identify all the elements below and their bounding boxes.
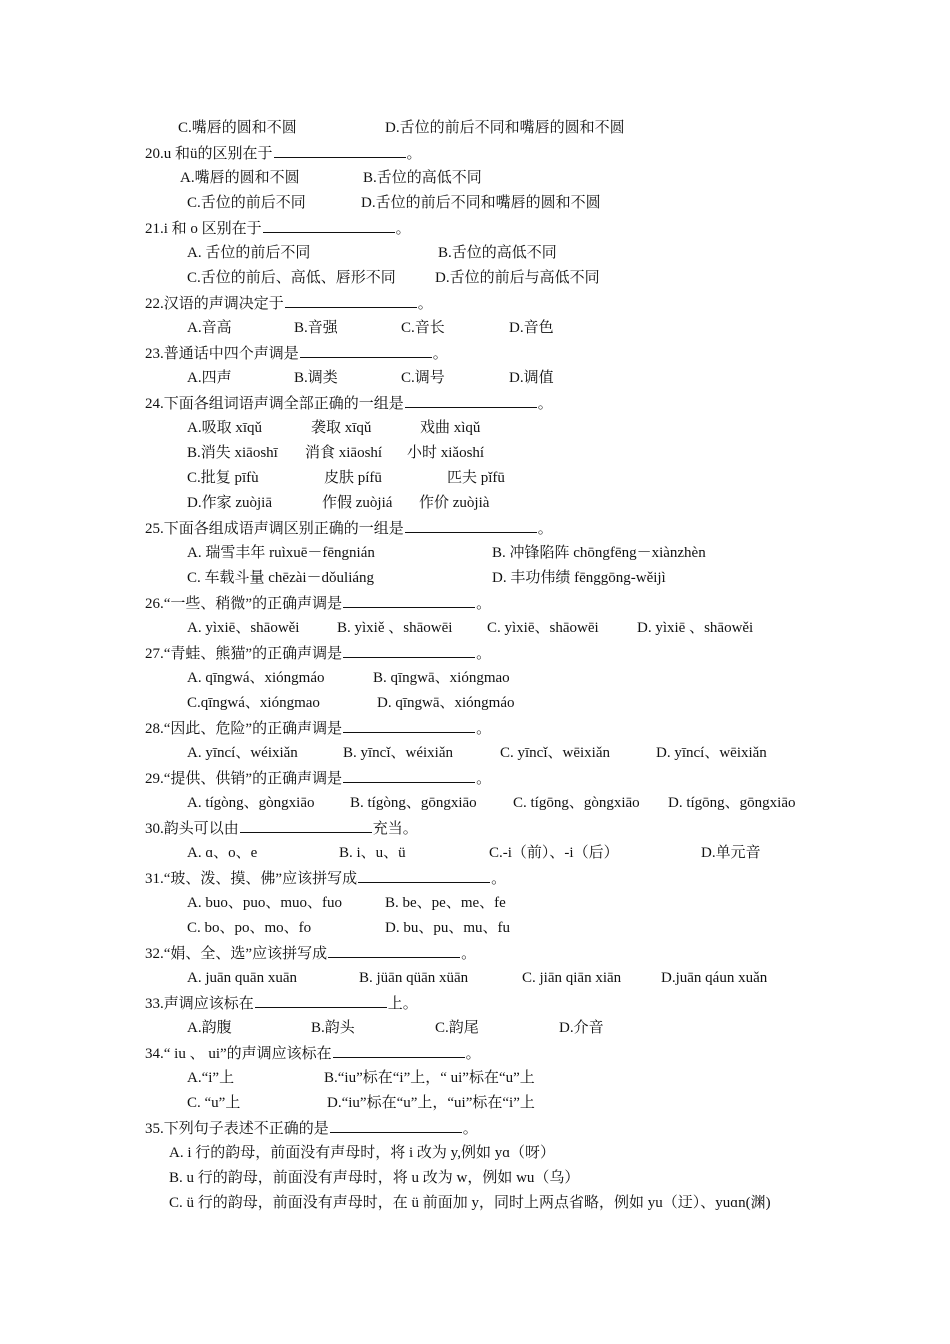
trailing-text: 。 <box>476 721 492 737</box>
trailing-text: 。 <box>461 946 477 962</box>
text-content: D. bu、pu、mu、fu <box>385 920 510 936</box>
option-text <box>169 1143 555 1163</box>
option-text <box>407 443 484 463</box>
question-stem <box>145 343 448 364</box>
text-content: 作价 zuòjià <box>419 495 490 511</box>
text-content: D.调值 <box>509 370 554 386</box>
option-text <box>361 193 601 213</box>
option-text <box>385 918 510 938</box>
question-stem <box>145 218 411 239</box>
text-content: B. be、pe、me、fe <box>385 895 506 911</box>
option-text <box>509 368 554 388</box>
text-content: D.音色 <box>509 320 554 336</box>
text-content: B.“iu”标在“i”上，“ ui”标在“u”上 <box>324 1070 535 1086</box>
text-content: B.舌位的高低不同 <box>363 170 482 186</box>
text-content: 32.“娟、全、选”应该拼写成 <box>145 946 328 962</box>
option-text <box>337 618 452 638</box>
text-content: A.四声 <box>187 370 232 386</box>
text-content: C.舌位的前后不同 <box>187 195 306 211</box>
text-content: 皮肤 pífū <box>324 470 382 486</box>
text-content: D.“iu”标在“u”上，“ui”标在“i”上 <box>327 1095 535 1111</box>
question-stem <box>145 868 506 889</box>
text-content: 23.普通话中四个声调是 <box>145 346 299 362</box>
option-text <box>661 968 767 988</box>
question-stem <box>145 643 491 664</box>
text-content: B. qīngwā、xióngmao <box>373 670 510 686</box>
text-content: A. yìxiē、shāowěi <box>187 620 300 636</box>
answer-blank <box>343 768 475 783</box>
trailing-text: 。 <box>537 396 553 412</box>
trailing-text: 。 <box>462 1121 478 1137</box>
text-content: B.音强 <box>294 320 338 336</box>
trailing-text: 。 <box>476 646 492 662</box>
text-content: C.批复 pīfù <box>187 470 259 486</box>
text-content: C. “u”上 <box>187 1095 241 1111</box>
text-content: 消食 xiāoshí <box>305 445 383 461</box>
text-content: A. buo、puo、muo、fuo <box>187 895 342 911</box>
answer-blank <box>240 818 372 833</box>
text-content: A. qīngwá、xióngmáo <box>187 670 325 686</box>
text-content: 袭取 xīqǔ <box>311 420 372 436</box>
question-stem <box>145 768 491 789</box>
question-stem <box>145 718 491 739</box>
text-content: C.qīngwá、xióngmao <box>187 695 320 711</box>
option-text <box>187 468 259 488</box>
text-content: 27.“青蛙、熊猫”的正确声调是 <box>145 646 343 662</box>
text-content: 33.声调应该标在 <box>145 996 254 1012</box>
option-text <box>305 443 382 463</box>
text-content: 匹夫 pǐfū <box>447 470 505 486</box>
text-content: D.介音 <box>559 1020 604 1036</box>
text-content: A. ɑ、o、e <box>187 845 258 861</box>
text-content: D.舌位的前后不同和嘴唇的圆和不圆 <box>361 195 601 211</box>
option-text <box>187 1018 232 1038</box>
option-text <box>656 743 767 763</box>
text-content: B.消失 xiāoshī <box>187 445 278 461</box>
option-text <box>311 418 371 438</box>
question-stem <box>145 393 553 414</box>
trailing-text: 。 <box>417 296 433 312</box>
text-content: C.调号 <box>401 370 445 386</box>
option-text <box>363 168 482 188</box>
option-text <box>187 368 232 388</box>
text-content: A. tígòng、gòngxiāo <box>187 795 315 811</box>
answer-blank <box>255 993 387 1008</box>
text-content: C. jiān qiān xiān <box>522 970 622 986</box>
text-content: A. juān quān xuān <box>187 970 297 986</box>
text-content: 26.“一些、稍微”的正确声调是 <box>145 596 343 612</box>
text-content: A. yīncí、wéixiǎn <box>187 745 298 761</box>
question-stem <box>145 943 476 964</box>
text-content: C. bo、po、mo、fo <box>187 920 312 936</box>
answer-blank <box>300 343 432 358</box>
option-text <box>324 1068 535 1088</box>
question-stem <box>145 1118 478 1139</box>
text-content: B.韵头 <box>311 1020 355 1036</box>
answer-blank <box>343 643 475 658</box>
question-stem <box>145 818 418 839</box>
text-content: C.舌位的前后、高低、唇形不同 <box>187 270 396 286</box>
answer-blank <box>263 218 395 233</box>
text-content: D.舌位的前后与高低不同 <box>435 270 600 286</box>
option-text <box>187 568 374 588</box>
text-content: 22.汉语的声调决定于 <box>145 296 284 312</box>
option-text <box>435 268 600 288</box>
text-content: C. ü 行的韵母，前面没有声母时，在 ü 前面加 y，同时上两点省略，例如 yu（迂）、yuɑn(渊) <box>169 1195 771 1211</box>
option-text <box>492 568 666 588</box>
option-text <box>187 268 396 288</box>
option-text <box>187 243 310 263</box>
text-content: B. u 行的韵母，前面没有声母时，将 u 改为 w，例如 wu（乌） <box>169 1170 580 1186</box>
answer-blank <box>333 1043 465 1058</box>
option-text <box>373 668 510 688</box>
text-content: D.juān qáun xuǎn <box>661 970 768 986</box>
option-text <box>492 543 706 563</box>
trailing-text: 。 <box>406 146 422 162</box>
text-content: 小时 xiǎoshí <box>407 445 485 461</box>
trailing-text: 。 <box>432 346 448 362</box>
option-text <box>187 793 315 813</box>
trailing-text: 。 <box>476 771 492 787</box>
answer-blank <box>274 143 406 158</box>
option-text <box>187 918 311 938</box>
text-content: C.音长 <box>401 320 445 336</box>
option-text <box>487 618 599 638</box>
option-text <box>385 118 625 138</box>
answer-blank <box>328 943 460 958</box>
option-text <box>420 418 480 438</box>
trailing-text: 。 <box>465 1046 481 1062</box>
text-content: 24.下面各组词语声调全部正确的一组是 <box>145 396 404 412</box>
text-content: 34.“ iu 、 ui”的声调应该标在 <box>145 1046 332 1062</box>
option-text <box>509 318 554 338</box>
option-text <box>187 1093 240 1113</box>
trailing-text: 。 <box>491 871 507 887</box>
option-text <box>178 118 297 138</box>
text-content: 30.韵头可以由 <box>145 821 239 837</box>
text-content: 21.i 和 o 区别在于 <box>145 221 262 237</box>
trailing-text: 。 <box>476 596 492 612</box>
text-content: C. yīncǐ、wēixiǎn <box>500 745 610 761</box>
option-text <box>343 743 453 763</box>
option-text <box>324 468 382 488</box>
text-content: B. yìxiě 、shāowēi <box>337 620 453 636</box>
option-text <box>500 743 610 763</box>
text-content: D. tígōng、gōngxiāo <box>668 795 796 811</box>
answer-blank <box>405 393 537 408</box>
option-text <box>513 793 640 813</box>
option-text <box>489 843 619 863</box>
option-text <box>169 1168 579 1188</box>
answer-blank <box>358 868 490 883</box>
option-text <box>322 493 392 513</box>
text-content: D.舌位的前后不同和嘴唇的圆和不圆 <box>385 120 625 136</box>
option-text <box>294 318 338 338</box>
text-content: B.舌位的高低不同 <box>438 245 557 261</box>
text-content: 作假 zuòjiá <box>322 495 393 511</box>
option-text <box>187 743 298 763</box>
text-content: B. jüān qüān xüān <box>359 970 469 986</box>
trailing-text: 上。 <box>387 996 418 1012</box>
text-content: A. 舌位的前后不同 <box>187 245 311 261</box>
option-text <box>187 668 324 688</box>
text-content: A. i 行的韵母，前面没有声母时，将 i 改为 y,例如 yɑ（呀） <box>169 1145 556 1161</box>
option-text <box>637 618 753 638</box>
option-text <box>385 893 506 913</box>
option-text <box>169 1193 771 1213</box>
option-text <box>401 368 445 388</box>
option-text <box>187 193 306 213</box>
trailing-text: 。 <box>537 521 553 537</box>
text-content: A. 瑞雪丰年 ruìxuē－fēngnián <box>187 545 375 561</box>
answer-blank <box>330 1118 462 1133</box>
text-content: 31.“玻、泼、摸、佛”应该拼写成 <box>145 871 358 887</box>
text-content: A.韵腹 <box>187 1020 232 1036</box>
answer-blank <box>343 593 475 608</box>
option-text <box>327 1093 535 1113</box>
text-content: D. yìxiē 、shāowěi <box>637 620 754 636</box>
text-content: C.嘴唇的圆和不圆 <box>178 120 297 136</box>
option-text <box>180 168 300 188</box>
question-stem <box>145 593 491 614</box>
option-text <box>438 243 557 263</box>
option-text <box>522 968 621 988</box>
trailing-text: 。 <box>395 221 411 237</box>
option-text <box>187 893 342 913</box>
option-text <box>339 843 406 863</box>
text-content: C. 车载斗量 chēzài－dǒuliáng <box>187 570 375 586</box>
answer-blank <box>285 293 417 308</box>
option-text <box>359 968 468 988</box>
text-content: D. yīncí、wēixiǎn <box>656 745 767 761</box>
option-text <box>668 793 796 813</box>
option-text <box>187 1068 234 1088</box>
text-content: B. tígòng、gōngxiāo <box>350 795 477 811</box>
text-content: C.-i（前）、-i（后） <box>489 845 619 861</box>
question-stem <box>145 993 418 1014</box>
text-content: B. i、u、ü <box>339 845 406 861</box>
text-content: A.吸取 xīqǔ <box>187 420 263 436</box>
text-content: C. tígōng、gòngxiāo <box>513 795 640 811</box>
option-text <box>559 1018 604 1038</box>
text-content: C.韵尾 <box>435 1020 479 1036</box>
text-content: B. yīncǐ、wéixiǎn <box>343 745 453 761</box>
question-stem <box>145 293 433 314</box>
text-content: 35.下列句子表述不正确的是 <box>145 1121 329 1137</box>
option-text <box>294 368 338 388</box>
option-text <box>187 618 299 638</box>
option-text <box>187 693 320 713</box>
option-text <box>435 1018 479 1038</box>
text-content: A.“i”上 <box>187 1070 235 1086</box>
text-content: A.嘴唇的圆和不圆 <box>180 170 300 186</box>
option-text <box>447 468 505 488</box>
option-text <box>187 968 297 988</box>
text-content: 29.“提供、供销”的正确声调是 <box>145 771 343 787</box>
answer-blank <box>405 518 537 533</box>
option-text <box>187 418 262 438</box>
text-content: D. qīngwā、xióngmáo <box>377 695 515 711</box>
option-text <box>701 843 761 863</box>
option-text <box>350 793 477 813</box>
option-text <box>187 543 375 563</box>
option-text <box>401 318 445 338</box>
question-stem <box>145 518 553 539</box>
option-text <box>187 443 278 463</box>
answer-blank <box>343 718 475 733</box>
text-content: A.音高 <box>187 320 232 336</box>
option-text <box>187 843 257 863</box>
text-content: D. 丰功伟绩 fēnggōng-wěijì <box>492 570 666 586</box>
text-content: B. 冲锋陷阵 chōngfēng－xiànzhèn <box>492 545 706 561</box>
text-content: D.作家 zuòjiā <box>187 495 272 511</box>
option-text <box>419 493 489 513</box>
option-text <box>311 1018 355 1038</box>
text-content: 20.u 和ü的区别在于 <box>145 146 273 162</box>
option-text <box>187 318 232 338</box>
text-content: B.调类 <box>294 370 338 386</box>
text-content: 戏曲 xìqǔ <box>420 420 481 436</box>
text-content: C. yìxiē、shāowēi <box>487 620 599 636</box>
option-text <box>187 493 272 513</box>
question-stem <box>145 143 422 164</box>
text-content: D.单元音 <box>701 845 761 861</box>
text-content: 28.“因此、危险”的正确声调是 <box>145 721 343 737</box>
text-content: 25.下面各组成语声调区别正确的一组是 <box>145 521 404 537</box>
trailing-text: 充当。 <box>372 821 418 837</box>
question-stem <box>145 1043 481 1064</box>
option-text <box>377 693 514 713</box>
